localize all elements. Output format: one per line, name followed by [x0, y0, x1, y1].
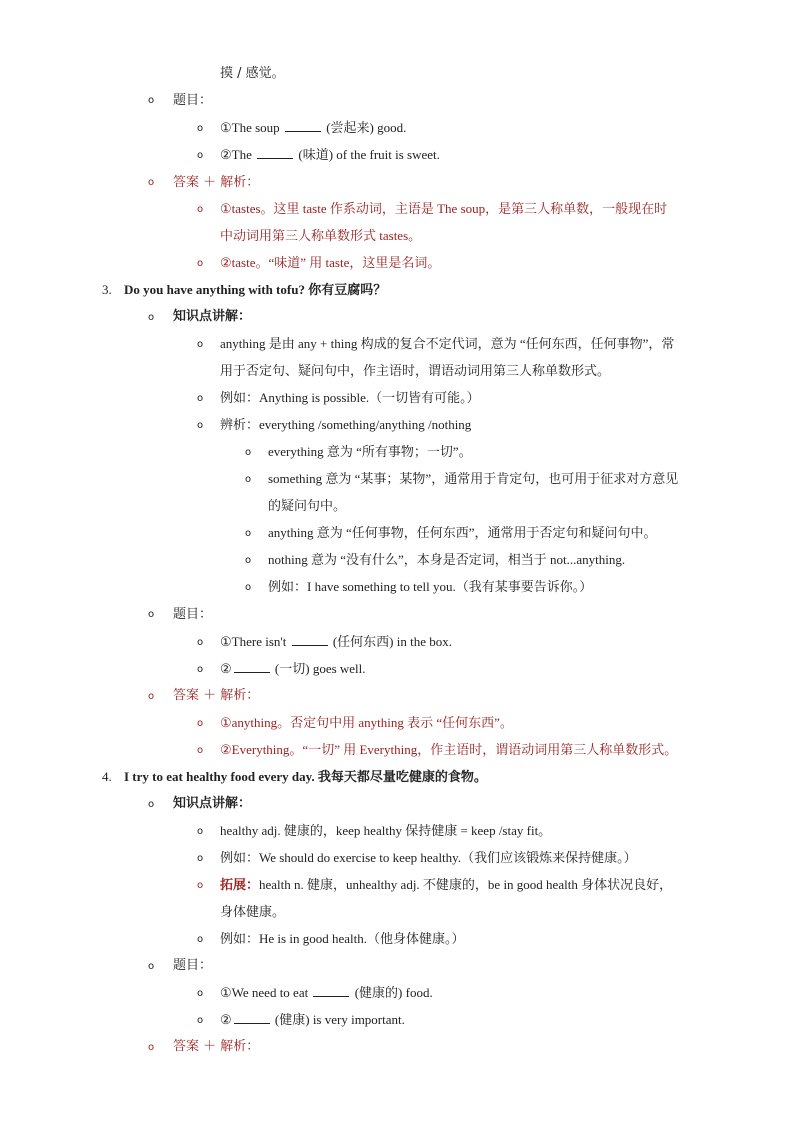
extension-label: 拓展： — [220, 878, 260, 893]
item4-exercise-label: 题目： — [173, 958, 213, 973]
item3-sub-1: everything 意为 “所有事物；一切”。 — [268, 444, 472, 459]
bullet: o — [148, 1042, 155, 1053]
item2-answer-1-line1: ①tastes。这里 taste 作系动词，主语是 The soup，是第三人称单数，一般现在时 — [220, 201, 668, 216]
item4-knowledge-3 — [220, 877, 672, 894]
item4-question-2 — [220, 1012, 405, 1028]
bullet: o — [197, 420, 204, 431]
item4-question-1 — [220, 985, 433, 1001]
bullet: o — [148, 799, 155, 810]
item4-answer-label: 答案 ＋ 解析： — [173, 1039, 260, 1054]
blank-line — [285, 120, 321, 132]
bullet: o — [148, 177, 155, 188]
question-text: (尝起来) good. — [322, 120, 407, 135]
item4-knowledge-3-line2: 身体健康。 — [220, 904, 286, 919]
bullet: o — [148, 961, 155, 972]
item4-knowledge-1: healthy adj. 健康的，keep healthy 保持健康 = keep /stay fit。 — [220, 823, 552, 838]
bullet: o — [148, 312, 155, 323]
item4-knowledge-4: 例如：He is in good health.（他身体健康。） — [220, 931, 465, 946]
item4-knowledge-label: 知识点讲解： — [173, 796, 252, 811]
bullet: o — [197, 934, 204, 945]
blank-line — [257, 147, 293, 159]
bullet: o — [197, 637, 204, 648]
bullet: o — [245, 582, 252, 593]
item3-knowledge-2: 例如：Anything is possible.（一切皆有可能。） — [220, 390, 480, 405]
bullet: o — [197, 880, 204, 891]
item4-heading: I try to eat healthy food every day. 我每天都尽量吃健康的食物。 — [124, 769, 487, 784]
bullet: o — [197, 339, 204, 350]
item2-exercise-label: 题目： — [173, 93, 213, 108]
question-text: ①There isn't — [220, 634, 290, 649]
question-text: (任何东西) in the box. — [329, 634, 452, 649]
item2-tail: 摸 / 感觉。 — [220, 66, 285, 81]
bullet: o — [245, 474, 252, 485]
question-text: (健康) is very important. — [271, 1012, 405, 1027]
item3-heading: Do you have anything with tofu? 你有豆腐吗？ — [124, 282, 387, 297]
bullet: o — [197, 393, 204, 404]
blank-line — [234, 661, 270, 673]
bullet: o — [197, 826, 204, 837]
item3-sub-2-line1: something 意为 “某事；某物”，通常用于肯定句，也可用于征求对方意见 — [268, 471, 679, 486]
bullet: o — [197, 150, 204, 161]
bullet: o — [197, 718, 204, 729]
bullet: o — [148, 609, 155, 620]
item2-answer-1-line2: 中动词用第三人称单数形式 tastes。 — [220, 228, 422, 243]
bullet: o — [197, 853, 204, 864]
item3-question-2 — [220, 661, 366, 677]
question-text: ②The — [220, 147, 256, 162]
item3-knowledge-1-line1: anything 是由 any + thing 构成的复合不定代词，意为 “任何东西，任何事物”，常 — [220, 336, 675, 351]
item3-sub-2-line2: 的疑问句中。 — [268, 498, 347, 513]
question-text: ② — [220, 661, 232, 676]
item3-answer-label: 答案 ＋ 解析： — [173, 688, 260, 703]
bullet: o — [197, 1015, 204, 1026]
question-text: (一切) goes well. — [271, 661, 366, 676]
item4-number: 4. — [102, 769, 112, 784]
bullet: o — [148, 95, 155, 106]
item3-knowledge-1-line2: 用于否定句、疑问句中，作主语时，谓语动词用第三人称单数形式。 — [220, 363, 611, 378]
item3-sub-4: nothing 意为 “没有什么”，本身是否定词，相当于 not...anything. — [268, 552, 626, 567]
item3-knowledge-3: 辨析：everything /something/anything /nothing — [220, 417, 472, 432]
bullet: o — [197, 258, 204, 269]
question-text: ② — [220, 1012, 232, 1027]
question-text: (健康的) food. — [351, 985, 433, 1000]
item3-answer-2: ②Everything。“一切” 用 Everything，作主语时，谓语动词用第三人称单数形式。 — [220, 742, 678, 757]
item3-question-1 — [220, 634, 452, 650]
item2-question-2 — [220, 147, 440, 163]
item3-number: 3. — [102, 282, 112, 297]
item3-answer-1: ①anything。否定句中用 anything 表示 “任何东西”。 — [220, 715, 513, 730]
item2-question-1 — [220, 120, 406, 136]
item2-answer-label: 答案 ＋ 解析： — [173, 175, 260, 190]
bullet: o — [245, 555, 252, 566]
bullet: o — [197, 204, 204, 215]
question-text: (味道) of the fruit is sweet. — [295, 147, 440, 162]
item4-knowledge-2: 例如：We should do exercise to keep healthy.（我们应该锻炼来保持健康。） — [220, 850, 637, 865]
item3-sub-5: 例如：I have something to tell you.（我有某事要告诉你。） — [268, 579, 593, 594]
bullet: o — [197, 664, 204, 675]
blank-line — [313, 985, 349, 997]
blank-line — [234, 1012, 270, 1024]
bullet: o — [245, 528, 252, 539]
item3-exercise-label: 题目： — [173, 607, 213, 622]
bullet: o — [197, 123, 204, 134]
item2-answer-2: ②taste。“味道” 用 taste，这里是名词。 — [220, 255, 441, 270]
item3-sub-3: anything 意为 “任何事物，任何东西”，通常用于否定句和疑问句中。 — [268, 525, 657, 540]
bullet: o — [197, 988, 204, 999]
bullet: o — [197, 745, 204, 756]
question-text: ①The soup — [220, 120, 283, 135]
question-text: ①We need to eat — [220, 985, 312, 1000]
extension-text: health n. 健康，unhealthy adj. 不健康的，be in good health 身体状况良好， — [259, 877, 673, 892]
blank-line — [292, 634, 328, 646]
bullet: o — [245, 447, 252, 458]
bullet: o — [148, 691, 155, 702]
item3-knowledge-label: 知识点讲解： — [173, 309, 252, 324]
